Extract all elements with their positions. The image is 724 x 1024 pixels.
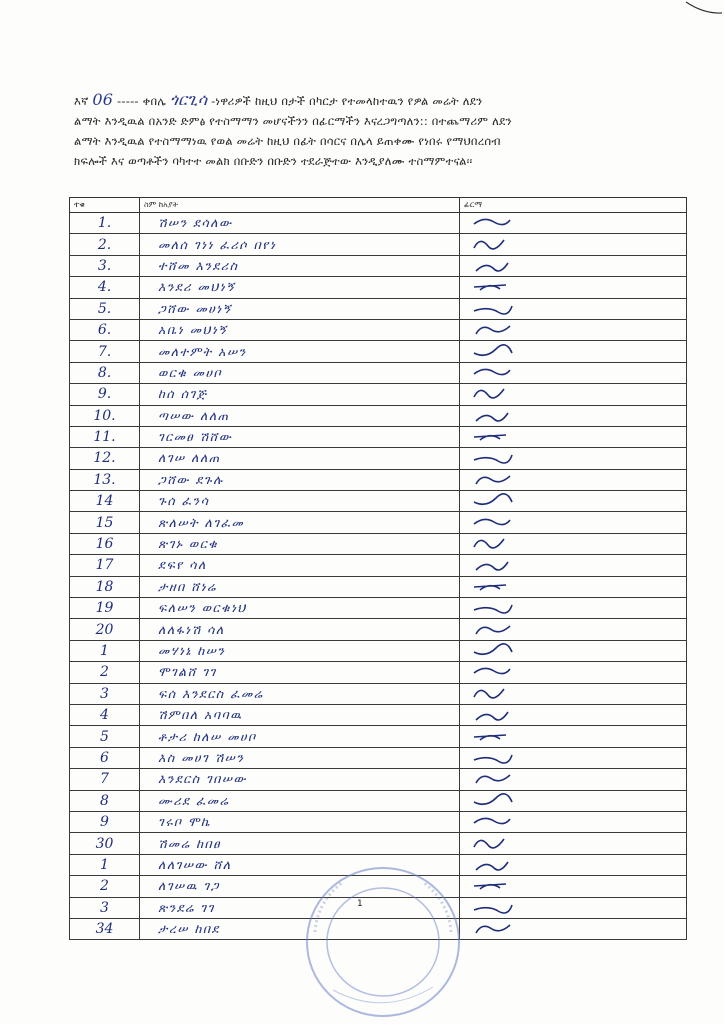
table-row: [70, 298, 687, 319]
row-name: አቤነ መህነኝ: [140, 319, 460, 340]
signature-scribble-icon: [470, 663, 518, 681]
row-number: 18: [70, 576, 140, 597]
row-number: 9: [70, 811, 140, 832]
table-row: [70, 512, 687, 533]
signature-scribble-icon: [470, 492, 518, 510]
row-number: 1: [70, 640, 140, 661]
signature-scribble-icon: [470, 514, 518, 532]
row-signature: [460, 576, 687, 597]
row-number: 10.: [70, 405, 140, 426]
intro-line-2: ልማት እንዲዉል በአንድ ድምፅ የተስማማን መሆናችንን በፊርማችን እናረጋግጣለን:: በተጨማሪም ለደን: [74, 114, 512, 128]
signature-scribble-icon: [470, 471, 518, 489]
table-row: [70, 811, 687, 832]
table-row: [70, 362, 687, 383]
row-number: 11.: [70, 426, 140, 447]
signature-scribble-icon: [470, 770, 518, 788]
intro-line-1: [74, 90, 674, 111]
row-name: ጽገኑ ወርቁ: [140, 533, 460, 554]
row-name: ለገሠዉ ገጋ: [140, 876, 460, 897]
row-name: ፍሰ እንደርስ ፈመሬ: [140, 683, 460, 704]
row-name: ለለፋነሽ ሳለ: [140, 619, 460, 640]
row-name: ገርመፀ ሽሸው: [140, 426, 460, 447]
page-number: 1: [357, 899, 363, 909]
intro-paragraph: [74, 90, 674, 171]
signature-scribble-icon: [470, 364, 518, 382]
row-name: ሽምበለ አባባዉ: [140, 704, 460, 725]
row-signature: [460, 769, 687, 790]
row-signature: [460, 319, 687, 340]
intro-line-3: ልማት እንዲዉል የተስማማነዉ የወል መሬት ከዚህ በፊት በሳርና በሌላ ይጠቀሙ የነበሩ የማህበረሰብ: [74, 134, 501, 148]
row-number: 16: [70, 533, 140, 554]
row-name: ሽሠን ደሳለው: [140, 213, 460, 234]
row-number: 14: [70, 491, 140, 512]
table-row: [70, 662, 687, 683]
signature-table: [69, 197, 687, 940]
table-row: [70, 469, 687, 490]
row-signature: [460, 213, 687, 234]
row-signature: [460, 341, 687, 362]
table-header-row: [70, 198, 687, 213]
row-name: ከሰ ሰገጅ: [140, 384, 460, 405]
row-name: መለተምት አሠን: [140, 341, 460, 362]
table-row: [70, 491, 687, 512]
row-name: ጽንደሬ ገገ: [140, 897, 460, 918]
table-row: [70, 619, 687, 640]
handwritten-kebele: ጎርጊሳ: [169, 90, 208, 109]
signature-scribble-icon: [470, 856, 518, 874]
signature-scribble-icon: [470, 385, 518, 403]
intro-line-4: ክፍሎች እና ወጣቶችን ባካተተ መልክ በቡድን በቡድን ተደራጅተው እንዲያለሙ ተስማምተናል፡፡: [74, 154, 473, 168]
row-signature: [460, 255, 687, 276]
row-signature: [460, 448, 687, 469]
row-number: 6: [70, 747, 140, 768]
signature-scribble-icon: [470, 556, 518, 574]
row-signature: [460, 876, 687, 897]
handwritten-number: 06: [92, 90, 114, 109]
row-signature: [460, 426, 687, 447]
row-name: ሙሪደ ፈመሬ: [140, 790, 460, 811]
row-signature: [460, 405, 687, 426]
row-signature: [460, 747, 687, 768]
row-signature: [460, 469, 687, 490]
signature-scribble-icon: [470, 728, 518, 746]
row-signature: [460, 683, 687, 704]
row-signature: [460, 833, 687, 854]
signature-scribble-icon: [470, 214, 518, 232]
row-name: ጋሸው መሀነኝ: [140, 298, 460, 319]
signature-scribble-icon: [470, 599, 518, 617]
row-name: ሞገልሸ ገገ: [140, 662, 460, 683]
row-signature: [460, 512, 687, 533]
intro-prefix: እኛ: [74, 94, 89, 108]
row-signature: [460, 854, 687, 875]
row-number: 1.: [70, 213, 140, 234]
table-row: [70, 790, 687, 811]
signature-scribble-icon: [470, 257, 518, 275]
row-name: ሽመሬ ከበፀ: [140, 833, 460, 854]
row-name: ፍለሠን ወርቁነህ: [140, 598, 460, 619]
row-signature: [460, 234, 687, 255]
row-signature: [460, 918, 687, 939]
signature-scribble-icon: [470, 749, 518, 767]
table-row: [70, 683, 687, 704]
row-number: 3: [70, 897, 140, 918]
table-row: [70, 598, 687, 619]
row-name: እንደሪ መህነኝ: [140, 277, 460, 298]
signature-scribble-icon: [470, 278, 518, 296]
table-row: [70, 769, 687, 790]
signature-scribble-icon: [470, 813, 518, 831]
signature-scribble-icon: [470, 706, 518, 724]
signature-scribble-icon: [470, 535, 518, 553]
row-signature: [460, 533, 687, 554]
row-signature: [460, 598, 687, 619]
row-name: መለሰ ገነነ ፈሪሶ በየነ: [140, 234, 460, 255]
row-number: 7.: [70, 341, 140, 362]
row-number: 4.: [70, 277, 140, 298]
signature-scribble-icon: [470, 428, 518, 446]
row-number: 30: [70, 833, 140, 854]
signature-scribble-icon: [470, 236, 518, 254]
table-row: [70, 384, 687, 405]
row-name: ጣሠው ለለጠ: [140, 405, 460, 426]
row-name: ደፍየ ሳለ: [140, 555, 460, 576]
table-row: [70, 833, 687, 854]
row-number: 12.: [70, 448, 140, 469]
row-signature: [460, 384, 687, 405]
signature-scribble-icon: [470, 835, 518, 853]
row-number: 34: [70, 918, 140, 939]
row-name: ለገሠ ለለጠ: [140, 448, 460, 469]
row-name: ገሩቦ ሞኬ: [140, 811, 460, 832]
table-row: [70, 640, 687, 661]
table-row: [70, 533, 687, 554]
table-row: [70, 576, 687, 597]
row-signature: [460, 704, 687, 725]
row-number: 15: [70, 512, 140, 533]
row-number: 5.: [70, 298, 140, 319]
table-row: [70, 277, 687, 298]
row-name: እስ መሀገ ሽሠን: [140, 747, 460, 768]
row-name: መሃነኔ ከሠን: [140, 640, 460, 661]
signature-scribble-icon: [470, 877, 518, 895]
row-signature: [460, 662, 687, 683]
row-name: ታዘበ ሸነሬ: [140, 576, 460, 597]
header-number: ተቁ: [70, 198, 140, 213]
row-number: 4: [70, 704, 140, 725]
signature-scribble-icon: [470, 792, 518, 810]
header-signature: ፊርማ: [460, 198, 687, 213]
signature-scribble-icon: [470, 407, 518, 425]
signature-scribble-icon: [470, 899, 518, 917]
row-name: ወርቁ መሀቦ: [140, 362, 460, 383]
table-row: [70, 704, 687, 725]
row-name: ተሸመ እንደሪስ: [140, 255, 460, 276]
header-name: ስም ከአያት: [140, 198, 460, 213]
row-signature: [460, 298, 687, 319]
table-row: [70, 426, 687, 447]
table-row: [70, 726, 687, 747]
corner-mark: [684, 0, 724, 20]
row-signature: [460, 640, 687, 661]
row-number: 2: [70, 662, 140, 683]
kebele-prefix: ----- ቀበሌ: [117, 94, 167, 108]
signature-scribble-icon: [470, 321, 518, 339]
signature-scribble-icon: [470, 578, 518, 596]
row-number: 19: [70, 598, 140, 619]
row-signature: [460, 277, 687, 298]
signature-scribble-icon: [470, 449, 518, 467]
row-name: ጽለሠት ለገፈመ: [140, 512, 460, 533]
row-name: እንደርስ ገበሠው: [140, 769, 460, 790]
signature-scribble-icon: [470, 621, 518, 639]
row-name: ጋሸው ደጉሉ: [140, 469, 460, 490]
row-signature: [460, 491, 687, 512]
row-number: 3.: [70, 255, 140, 276]
table-row: [70, 234, 687, 255]
table-row: [70, 555, 687, 576]
row-number: 8.: [70, 362, 140, 383]
row-number: 17: [70, 555, 140, 576]
row-signature: [460, 362, 687, 383]
row-signature: [460, 897, 687, 918]
signature-scribble-icon: [470, 920, 518, 938]
signature-scribble-icon: [470, 343, 518, 361]
table-row: [70, 405, 687, 426]
table-row: [70, 448, 687, 469]
row-number: 13.: [70, 469, 140, 490]
row-signature: [460, 619, 687, 640]
row-name: ታረሠ ከበደ: [140, 918, 460, 939]
table-row: [70, 319, 687, 340]
row-signature: [460, 726, 687, 747]
official-stamp: [303, 862, 463, 1022]
table-row: [70, 341, 687, 362]
row-signature: [460, 811, 687, 832]
row-number: 6.: [70, 319, 140, 340]
row-number: 2.: [70, 234, 140, 255]
signature-scribble-icon: [470, 300, 518, 318]
row-signature: [460, 790, 687, 811]
row-signature: [460, 555, 687, 576]
row-name: ጉሰ ፈንሳ: [140, 491, 460, 512]
intro-line-1-rest: -ነዋሪዎች ከዚህ በታች በካርታ የተመላከተዉን የዎል መሬት ለደን: [211, 94, 483, 108]
signature-scribble-icon: [470, 642, 518, 660]
row-number: 8: [70, 790, 140, 811]
row-number: 20: [70, 619, 140, 640]
table-row: [70, 213, 687, 234]
row-number: 9.: [70, 384, 140, 405]
signature-scribble-icon: [470, 685, 518, 703]
row-number: 7: [70, 769, 140, 790]
row-number: 2: [70, 876, 140, 897]
table-row: [70, 255, 687, 276]
row-name: ቶታሪ ከለሠ መሀቦ: [140, 726, 460, 747]
row-number: 3: [70, 683, 140, 704]
row-number: 5: [70, 726, 140, 747]
table-row: [70, 747, 687, 768]
row-number: 1: [70, 854, 140, 875]
row-name: ለለገሠው ሸለ: [140, 854, 460, 875]
